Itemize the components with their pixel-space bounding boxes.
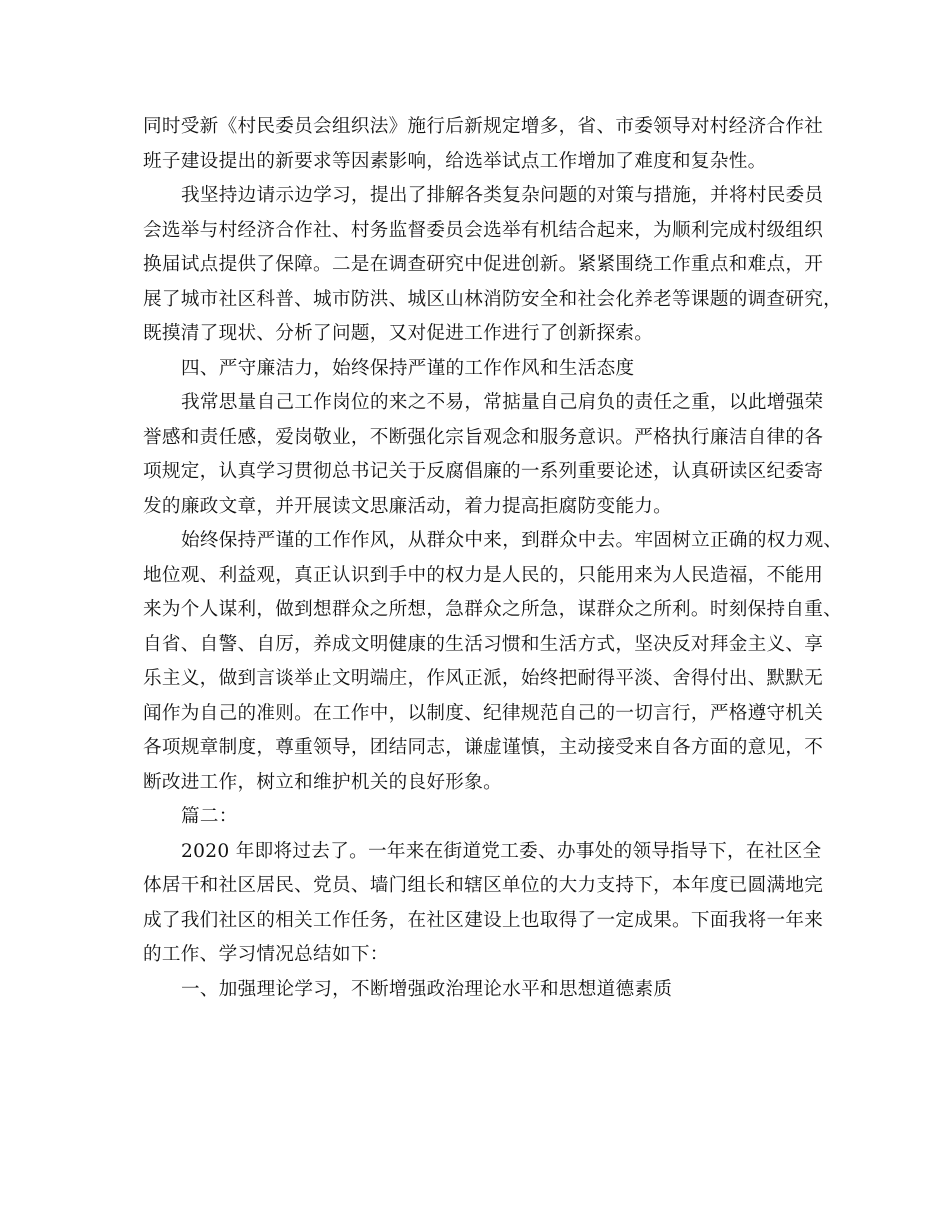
paragraph-start-line: 我坚持边请示边学习，提出了排解各类复杂问题的对策与措施，并将村民委员 <box>181 185 824 206</box>
paragraph-start-line: 我常思量自己工作岗位的来之不易，常掂量自己肩负的责任之重，以此增强荣 <box>181 392 824 413</box>
text-line: 乐主义，做到言谈举止文明端庄，作风正派，始终把耐得平淡、舍得付出、默默无 <box>143 668 824 689</box>
part-heading: 篇二： <box>181 806 238 827</box>
text-line: 展了城市社区科普、城市防洪、城区山林消防安全和社会化养老等课题的调查研究， <box>143 288 843 310</box>
text-line: 同时受新《村民委员会组织法》施行后新规定增多，省、市委领导对村经济合作社 <box>143 116 824 137</box>
text-line: 会选举与村经济合作社、村务监督委员会选举有机结合起来，为顺利完成村级组织 <box>143 219 824 241</box>
text-line: 来为个人谋利，做到想群众之所想，急群众之所急，谋群众之所利。时刻保持自重、 <box>143 599 843 620</box>
section-heading: 一、加强理论学习，不断增强政治理论水平和思想道德素质 <box>181 978 673 1000</box>
text-line: 各项规章制度，尊重领导，团结同志，谦虚谨慎，主动接受来自各方面的意见，不 <box>143 737 824 758</box>
section-heading: 四、严守廉洁力，始终保持严谨的工作作风和生活态度 <box>181 357 635 379</box>
text-line: 成了我们社区的相关工作任务，在社区建设上也取得了一定成果。下面我将一年来 <box>143 909 824 931</box>
text-line: 自省、自警、自厉，养成文明健康的生活习惯和生活方式，坚决反对拜金主义、享 <box>143 633 824 655</box>
text-line: 既摸清了现状、分析了问题，又对促进工作进行了创新探索。 <box>143 323 654 344</box>
text-line: 班子建设提出的新要求等因素影响，给选举试点工作增加了难度和复杂性。 <box>143 150 767 172</box>
document-body <box>143 110 843 1007</box>
text-line: 闻作为自己的准则。在工作中，以制度、纪律规范自己的一切言行，严格遵守机关 <box>143 702 824 724</box>
text-line: 断改进工作，树立和维护机关的良好形象。 <box>143 771 502 793</box>
text-line: 项规定，认真学习贯彻总书记关于反腐倡廉的一系列重要论述，认真研读区纪委寄 <box>143 461 824 482</box>
text-line: 发的廉政文章，并开展读文思廉活动，着力提高拒腐防变能力。 <box>143 495 673 517</box>
paragraph-start-line: 2020 年即将过去了。一年来在街道党工委、办事处的领导指导下，在社区全 <box>181 840 822 862</box>
paragraph-start-line: 始终保持严谨的工作作风，从群众中来，到群众中去。牢固树立正确的权力观、 <box>181 530 843 551</box>
text-line: 换届试点提供了保障。二是在调查研究中促进创新。紧紧围绕工作重点和难点，开 <box>143 254 824 275</box>
text-line: 体居干和社区居民、党员、墙门组长和辖区单位的大力支持下，本年度已圆满地完 <box>143 875 824 896</box>
text-line: 的工作、学习情况总结如下： <box>143 944 389 965</box>
text-line: 地位观、利益观，真正认识到手中的权力是人民的，只能用来为人民造福，不能用 <box>143 564 824 586</box>
text-line: 誉感和责任感，爱岗敬业，不断强化宗旨观念和服务意识。严格执行廉洁自律的各 <box>143 426 824 448</box>
